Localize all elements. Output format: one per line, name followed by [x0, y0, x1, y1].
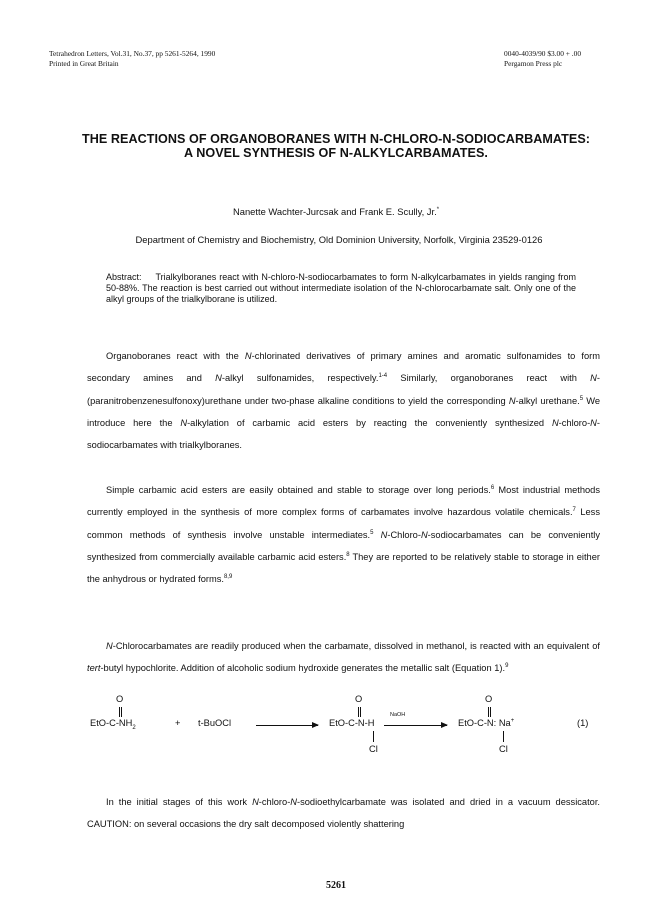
subscript-2: 2 [132, 724, 136, 731]
double-bond-a [358, 707, 359, 717]
citation-ref: 8,9 [223, 574, 233, 581]
text-run: -alkyl sulfonamides, respectively. [221, 373, 379, 384]
text-run: Organoboranes react with the [106, 351, 245, 361]
citation-line: Tetrahedron Letters, Vol.31, No.37, pp 5261-5264, 1990 [49, 49, 216, 58]
publisher-info [504, 49, 581, 69]
text-run: Similarly, organoboranes react with [387, 373, 591, 384]
citation-ref: 8 [346, 551, 350, 558]
italic-n: N [420, 529, 428, 540]
sodium-ion: Na [498, 718, 511, 728]
text-run: -Chlorocarbamates are readily produced when the carbamate, dissolved in methanol, is reacted with an equivalent of [112, 641, 600, 651]
text-run: Most industrial methods currently employed in the synthesis of more complex forms of carbamates involve hazardous volatile chemicals. [87, 485, 600, 518]
text-run: -butyl hypochlorite. Addition of alcoholic sodium hydroxide generates the metallic salt (Equation 1). [100, 663, 506, 674]
text-run: Simple carbamic acid esters are easily obtained and stable to storage over long periods. [106, 485, 491, 495]
citation-ref: 1-4 [378, 373, 388, 380]
citation-ref: 6 [490, 484, 495, 491]
reaction-arrow-1 [256, 725, 318, 726]
intermediate-chlorocarbamate: EtO-C-N-H [329, 718, 375, 728]
product-salt-text: EtO-C-N: [458, 718, 497, 728]
text-run: -Chloro- [387, 529, 421, 540]
italic-n: N [290, 797, 298, 807]
text-run: -chloro- [558, 417, 591, 428]
double-bond-a [119, 707, 120, 717]
reactant-carbamate-text: EtO-C-NH [90, 718, 133, 728]
corresponding-author-mark: * [436, 206, 440, 213]
paper-title [0, 132, 672, 160]
text-run [373, 530, 380, 540]
printed-in-line: Printed in Great Britain [49, 59, 119, 68]
affiliation: Department of Chemistry and Biochemistry, Old Dominion University, Norfolk, Virginia 23529-0126 [135, 234, 543, 245]
product-salt [458, 718, 514, 728]
carbonyl-oxygen: O [116, 694, 124, 704]
plus-sign: + [175, 718, 181, 728]
italic-n: N [551, 417, 559, 428]
citation-ref: 7 [572, 507, 576, 514]
double-bond-b [360, 707, 361, 717]
text-run: Less common methods of synthesis involve unstable intermediates. [87, 507, 600, 540]
positive-charge: + [510, 717, 515, 724]
paragraph-3 [87, 635, 600, 680]
italic-n: N [590, 373, 597, 384]
author-names: Nanette Wachter-Jurcsak and Frank E. Scully, Jr. [232, 206, 437, 217]
paragraph-2 [87, 479, 600, 590]
page-number: 5261 [326, 880, 346, 891]
italic-n: N [590, 417, 597, 428]
text-run: -chloro- [258, 797, 291, 807]
equation-1 [90, 694, 600, 770]
italic-n: N [106, 641, 113, 651]
author-list [0, 206, 672, 217]
abstract-label: Abstract: [106, 272, 142, 282]
text-run: -alkyl urethane. [515, 395, 580, 406]
italic-n: N [244, 351, 252, 361]
reaction-arrow-2 [384, 725, 447, 726]
double-bond-b [490, 707, 491, 717]
italic-tert: tert [87, 663, 101, 674]
n-cl-bond [503, 731, 504, 742]
abstract [106, 272, 576, 305]
citation-ref: 9 [505, 663, 509, 670]
text-run: -chlorinated derivatives of primary amines and aromatic sulfonamides to form secondary amines and [87, 351, 600, 384]
carbonyl-oxygen: O [485, 694, 493, 704]
italic-n: N [252, 797, 259, 807]
citation-ref: 5 [370, 529, 374, 536]
n-cl-bond [373, 731, 374, 742]
chlorine: Cl [499, 744, 508, 754]
italic-n: N [215, 373, 222, 384]
paragraph-1 [87, 345, 600, 456]
equation-number: (1) [577, 718, 589, 728]
text-run: We introduce here the [87, 395, 600, 428]
reactant-carbamate [90, 718, 136, 731]
text-run: They are reported to be relatively stable to storage in either the anhydrous or hydrated forms. [87, 551, 600, 585]
text-run: In the initial stages of this work [106, 797, 253, 807]
chlorine: Cl [369, 744, 378, 754]
italic-n: N [180, 417, 188, 428]
text-run: -sodiocarbamates can be conveniently synthesized from commercially available carbamic acid esters. [87, 529, 601, 562]
text-run: -sodiocarbamates with trialkylboranes. [87, 417, 600, 451]
title-line-1: THE REACTIONS OF ORGANOBORANES WITH N-CHLORO-N-SODIOCARBAMATES: [81, 132, 591, 146]
text-run: -(paranitrobenzenesulfonoxy)urethane under two-phase alkaline conditions to yield the corresponding [87, 373, 600, 406]
reactant-hypochlorite: t-BuOCl [198, 718, 232, 728]
italic-n: N [508, 395, 516, 406]
double-bond-b [121, 707, 122, 717]
text-run: -alkylation of carbamic acid esters by reacting the conveniently synthesized [187, 417, 552, 428]
abstract-text: Trialkylboranes react with N-chloro-N-sodiocarbamates to form N-alkylcarbamates in yields ranging from 50-88%. The reaction is best carried out without intermediate isolation of the N-chlorocarbamate salt. Only one of the alkyl groups of the trialkylborane is utilized. [106, 272, 576, 304]
carbonyl-oxygen: O [355, 694, 363, 704]
double-bond-a [488, 707, 489, 717]
citation-ref: 5 [579, 395, 584, 402]
publisher-line: Pergamon Press plc [504, 59, 563, 68]
italic-n: N [380, 529, 388, 540]
text-run: -sodioethylcarbamate was isolated and dried in a vacuum dessicator. CAUTION: on several occasions the dry salt decomposed violently shattering [87, 797, 600, 830]
title-line-2: A NOVEL SYNTHESIS OF N-ALKYLCARBAMATES. [184, 146, 488, 160]
reagent-naoh: NaOH [390, 712, 406, 718]
price-code-line: 0040-4039/90 $3.00 + .00 [504, 49, 582, 58]
paragraph-4 [87, 791, 600, 836]
journal-citation [49, 49, 215, 69]
